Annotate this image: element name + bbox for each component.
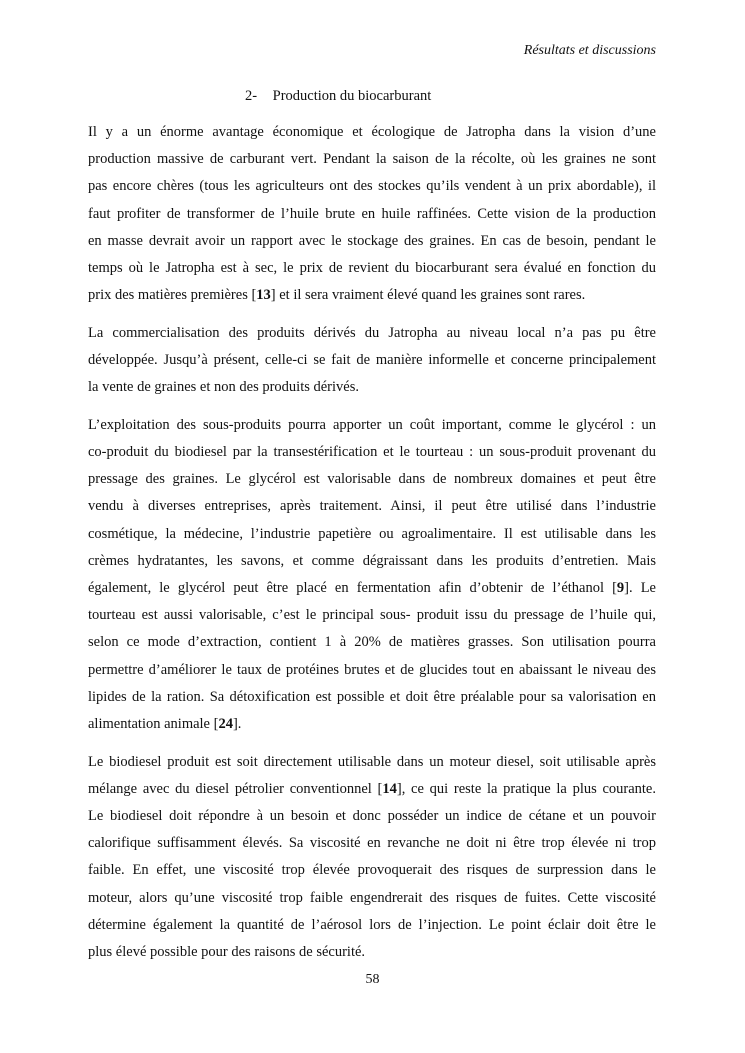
text-segment: L’exploitation des sous-produits pourra apporter un coût important, comme le glycérol : un	[88, 416, 656, 433]
text-segment: temps où le Jatropha est à sec, le prix de revient du biocarburant sera évalué en fonction du	[88, 259, 656, 276]
text-segment: ], ce qui reste la pratique la plus courante.	[396, 780, 656, 797]
text-line	[88, 657, 656, 684]
text-segment: en masse devrait avoir un rapport avec le stockage des graines. En cas de besoin, pendant le	[88, 232, 656, 249]
text-segment: également, le glycérol peut être placé en fermentation afin d’obtenir de l’éthanol [	[88, 580, 617, 596]
text-segment: ]. Le	[624, 580, 656, 596]
text-segment: moteur, alors qu’une viscosité trop faible engendrerait des risques de fuites. Cette viscosité	[88, 889, 656, 906]
paragraph	[88, 119, 656, 309]
text-line	[88, 201, 656, 228]
text-line	[88, 228, 656, 255]
text-segment: La commercialisation des produits dérivés du Jatropha au niveau local n’a pas pu être	[88, 324, 656, 341]
text-line	[88, 575, 656, 602]
text-line	[88, 521, 656, 548]
text-line	[88, 803, 656, 830]
text-segment: faible. En effet, une viscosité trop élevée provoquerait des risques de surpression dans le	[88, 862, 656, 879]
text-segment: développée. Jusqu’à présent, celle-ci se fait de manière informelle et concerne principalement	[88, 352, 656, 368]
text-segment: ] et il sera vraiment élevé quand les graines sont rares.	[270, 287, 586, 304]
text-segment: faut profiter de transformer de l’huile brute en huile raffinées. Cette vision de la production	[88, 205, 656, 222]
text-line	[88, 320, 656, 347]
section-title: Production du biocarburant	[272, 88, 432, 104]
text-line	[88, 684, 656, 711]
text-line	[88, 146, 656, 173]
text-segment: crèmes hydratantes, les savons, et comme dégraissant dans les produits d’entretien. Mais	[88, 552, 656, 569]
text-line	[88, 255, 656, 282]
text-segment: pas encore chères (tous les agriculteurs ont des stockes qu’ils vendent à un prix abordable), il	[88, 178, 656, 195]
text-line	[88, 830, 656, 857]
text-line	[88, 439, 656, 466]
text-segment: Le biodiesel produit est soit directement utilisable dans un moteur diesel, soit utilisable après	[88, 753, 656, 770]
text-line	[88, 548, 656, 575]
text-segment: Il y a un énorme avantage économique et écologique de Jatropha dans la vision d’une	[88, 124, 656, 140]
text-line	[88, 885, 656, 912]
text-line	[88, 857, 656, 884]
text-segment: mélange avec du diesel pétrolier conventionnel [	[88, 780, 383, 797]
citation-ref: 13	[256, 287, 271, 304]
section-number: 2-	[245, 88, 258, 104]
text-line	[88, 493, 656, 520]
citation-ref: 24	[218, 715, 233, 732]
text-line	[88, 119, 656, 146]
text-segment: vendu à diverses entreprises, après traitement. Ainsi, il peut être utilisé dans l’industrie	[88, 498, 656, 515]
body-text	[88, 119, 656, 977]
section-heading	[245, 88, 431, 105]
text-segment: pressage des graines. Le glycérol est valorisable dans de nombreux domaines et peut être	[88, 471, 656, 488]
text-line	[88, 776, 656, 803]
text-line	[88, 939, 656, 966]
text-segment: cosmétique, la médecine, l’industrie papetière ou agroalimentaire. Il est utilisable dans les	[88, 525, 656, 542]
text-segment: la vente de graines et non des produits dérivés.	[88, 379, 359, 396]
page-number: 58	[365, 972, 380, 987]
text-line	[88, 374, 656, 401]
paragraph	[88, 320, 656, 402]
text-line	[88, 912, 656, 939]
citation-ref: 14	[382, 780, 397, 797]
text-line	[88, 629, 656, 656]
text-line	[88, 347, 656, 374]
text-segment: calorifique suffisamment élevés. Sa viscosité en revanche ne doit ni être trop élevée ni trop	[88, 835, 656, 852]
text-line	[88, 711, 656, 738]
text-line	[88, 282, 656, 309]
text-segment: prix des matières premières [	[88, 287, 257, 304]
text-line	[88, 466, 656, 493]
text-segment: alimentation animale [	[88, 715, 219, 732]
text-segment: permettre d’améliorer le taux de protéines brutes et de glucides tout en abaissant le niveau des	[88, 661, 656, 678]
text-line	[88, 412, 656, 439]
running-header: Résultats et discussions	[523, 43, 656, 58]
text-line	[88, 749, 656, 776]
text-segment: selon ce mode d’extraction, contient 1 à 20% de matières grasses. Son utilisation pourra	[88, 634, 656, 651]
paragraph	[88, 749, 656, 967]
text-segment: tourteau est aussi valorisable, c’est le principal sous- produit issu du pressage de l’huile qui,	[88, 607, 656, 624]
text-segment: production massive de carburant vert. Pendant la saison de la récolte, où les graines ne sont	[88, 151, 656, 168]
text-line	[88, 602, 656, 629]
text-segment: Le biodiesel doit répondre à un besoin et donc posséder un indice de cétane et un pouvoir	[88, 808, 656, 824]
text-segment: lipides de la ration. Sa détoxification est possible et doit être préalable pour sa valorisation en	[88, 688, 656, 705]
text-segment: plus élevé possible pour des raisons de sécurité.	[88, 943, 366, 960]
citation-ref: 9	[616, 580, 625, 596]
text-segment: détermine également la quantité de l’aérosol lors de l’injection. Le point éclair doit être le	[88, 916, 656, 933]
text-segment: ].	[232, 715, 242, 732]
text-line	[88, 173, 656, 200]
text-segment: co-produit du biodiesel par la transestérification et le tourteau : un sous-produit provenant du	[88, 444, 656, 461]
paragraph	[88, 412, 656, 738]
